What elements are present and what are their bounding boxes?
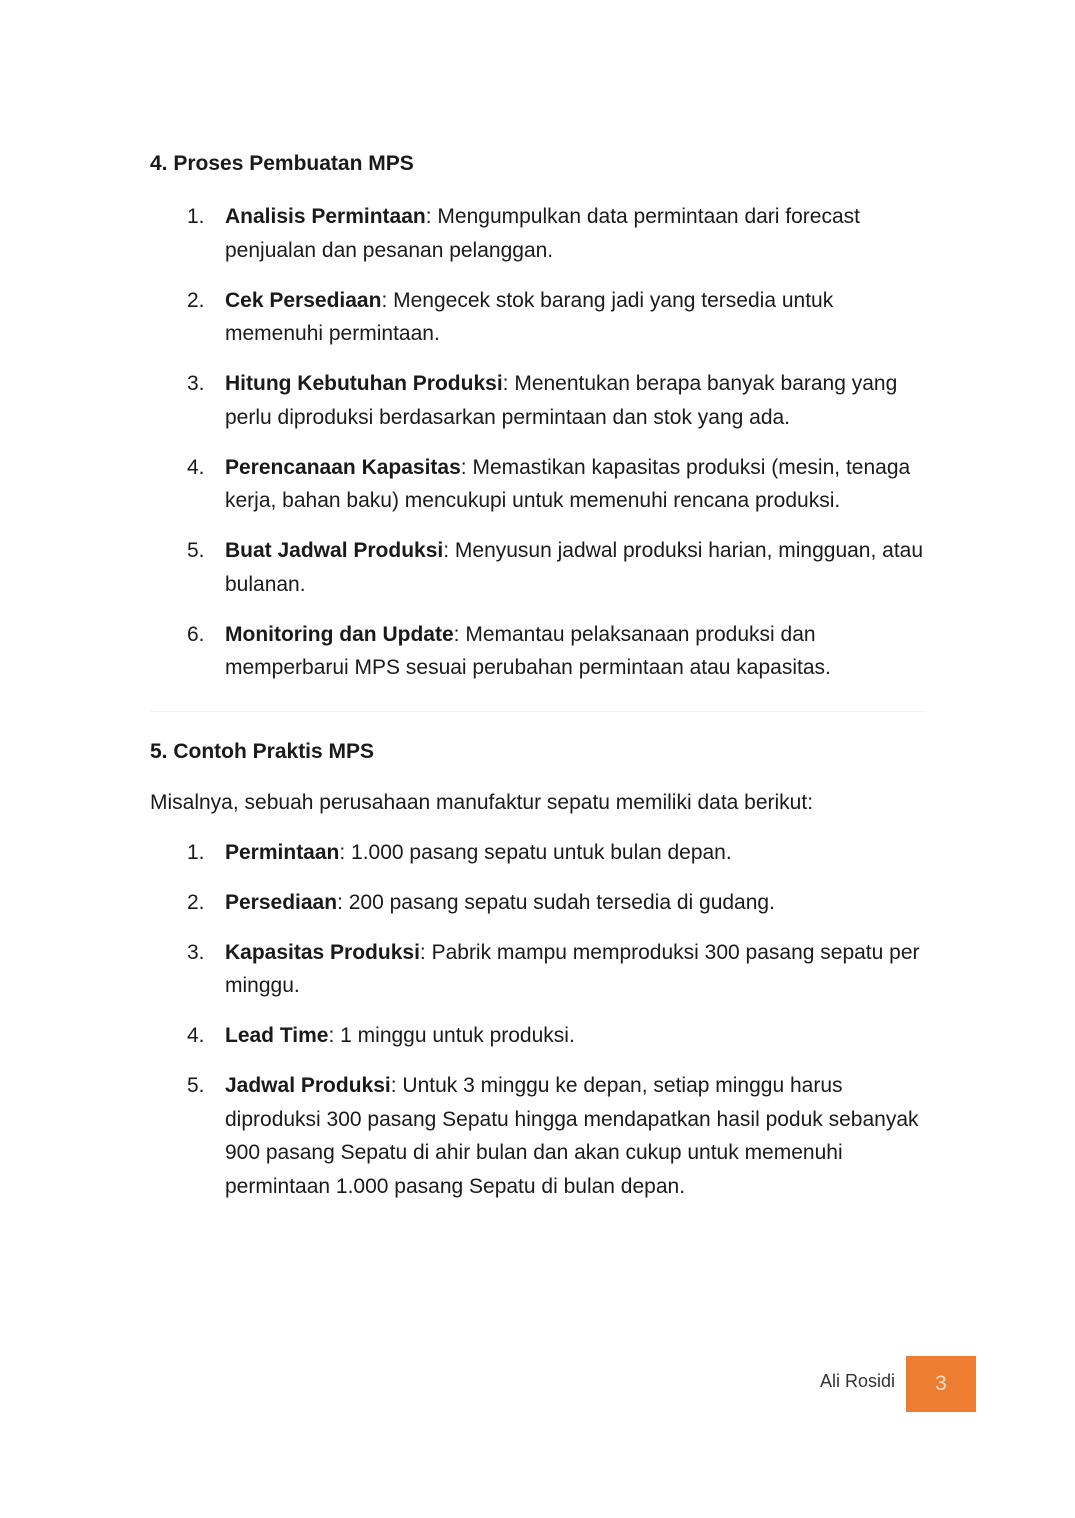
list-term: Persediaan bbox=[225, 890, 338, 914]
list-term: Lead Time bbox=[225, 1024, 329, 1047]
list-term: Buat Jadwal Produksi bbox=[225, 539, 444, 562]
list-term: Hitung Kebutuhan Produksi bbox=[225, 372, 503, 395]
document-page bbox=[150, 148, 925, 1220]
list-text: : Menentukan berapa banyak barang yang perlu diproduksi berdasarkan permintaan dan stok yang ada. bbox=[225, 372, 898, 429]
list-term: Monitoring dan Update bbox=[225, 622, 454, 646]
list-number: 1. bbox=[187, 840, 205, 864]
list-item bbox=[150, 284, 925, 351]
list-item bbox=[150, 534, 925, 601]
list-number: 5. bbox=[187, 1074, 205, 1097]
page-footer bbox=[0, 1356, 1075, 1412]
list-number: 5. bbox=[187, 539, 205, 562]
intro-paragraph: Misalnya, sebuah perusahaan manufaktur sepatu memiliki data berikut: bbox=[150, 790, 814, 814]
list-number: 4. bbox=[187, 1024, 205, 1047]
page-number: 3 bbox=[935, 1372, 947, 1395]
list-item bbox=[150, 451, 925, 518]
list-text: : Memantau pelaksanaan produksi dan memperbarui MPS sesuai perubahan permintaan atau kapasitas. bbox=[225, 622, 831, 679]
list-item bbox=[150, 367, 925, 434]
list-text: : Menyusun jadwal produksi harian, mingguan, atau bulanan. bbox=[225, 539, 924, 596]
list-term: Kapasitas Produksi bbox=[225, 940, 420, 964]
list-text: : Mengumpulkan data permintaan dari forecast penjualan dan pesanan pelanggan. bbox=[225, 205, 860, 262]
list-text: : 1.000 pasang sepatu untuk bulan depan. bbox=[339, 840, 732, 864]
list-item bbox=[150, 936, 925, 1003]
page-number-badge bbox=[906, 1356, 976, 1412]
list-number: 6. bbox=[187, 622, 205, 646]
list-text: : Memastikan kapasitas produksi (mesin, tenaga kerja, bahan baku) mencukupi untuk memenuhi rencana produksi. bbox=[225, 455, 911, 512]
list-text: : Pabrik mampu memproduksi 300 pasang sepatu per minggu. bbox=[225, 940, 920, 997]
footer-author: Ali Rosidi bbox=[819, 1371, 895, 1391]
example-data-list bbox=[150, 836, 925, 1204]
list-number: 2. bbox=[187, 288, 205, 312]
section-contoh-praktis-mps bbox=[150, 736, 925, 1204]
list-item bbox=[150, 200, 925, 267]
section-heading: 4. Proses Pembuatan MPS bbox=[150, 152, 414, 175]
list-item bbox=[150, 886, 925, 920]
list-number: 3. bbox=[187, 372, 205, 395]
list-term: Analisis Permintaan bbox=[225, 205, 426, 228]
list-item bbox=[150, 618, 925, 685]
list-number: 4. bbox=[187, 455, 205, 479]
section-divider bbox=[150, 711, 925, 712]
list-text: : 1 minggu untuk produksi. bbox=[328, 1024, 575, 1047]
list-item bbox=[150, 836, 925, 870]
process-steps-list bbox=[150, 200, 925, 685]
list-term: Permintaan bbox=[225, 840, 340, 864]
list-number: 2. bbox=[187, 890, 205, 914]
list-term: Perencanaan Kapasitas bbox=[225, 455, 461, 479]
list-text: : Mengecek stok barang jadi yang tersedia untuk memenuhi permintaan. bbox=[225, 288, 834, 345]
list-term: Cek Persediaan bbox=[225, 288, 382, 312]
list-text: : Untuk 3 minggu ke depan, setiap minggu harus diproduksi 300 pasang Sepatu hingga mendapatkan hasil poduk sebanyak 900 pasang Sepatu di ahir bulan dan akan cukup untuk memenuhi permintaan 1.000 pasang Sepatu di bulan depan. bbox=[225, 1074, 919, 1198]
list-term: Jadwal Produksi bbox=[225, 1074, 391, 1097]
section-heading: 5. Contoh Praktis MPS bbox=[150, 739, 375, 763]
list-number: 3. bbox=[187, 940, 205, 964]
list-text: : 200 pasang sepatu sudah tersedia di gudang. bbox=[337, 890, 775, 914]
section-proses-pembuatan-mps bbox=[150, 148, 925, 685]
list-number: 1. bbox=[187, 205, 205, 228]
list-item bbox=[150, 1019, 925, 1053]
list-item bbox=[150, 1069, 925, 1203]
